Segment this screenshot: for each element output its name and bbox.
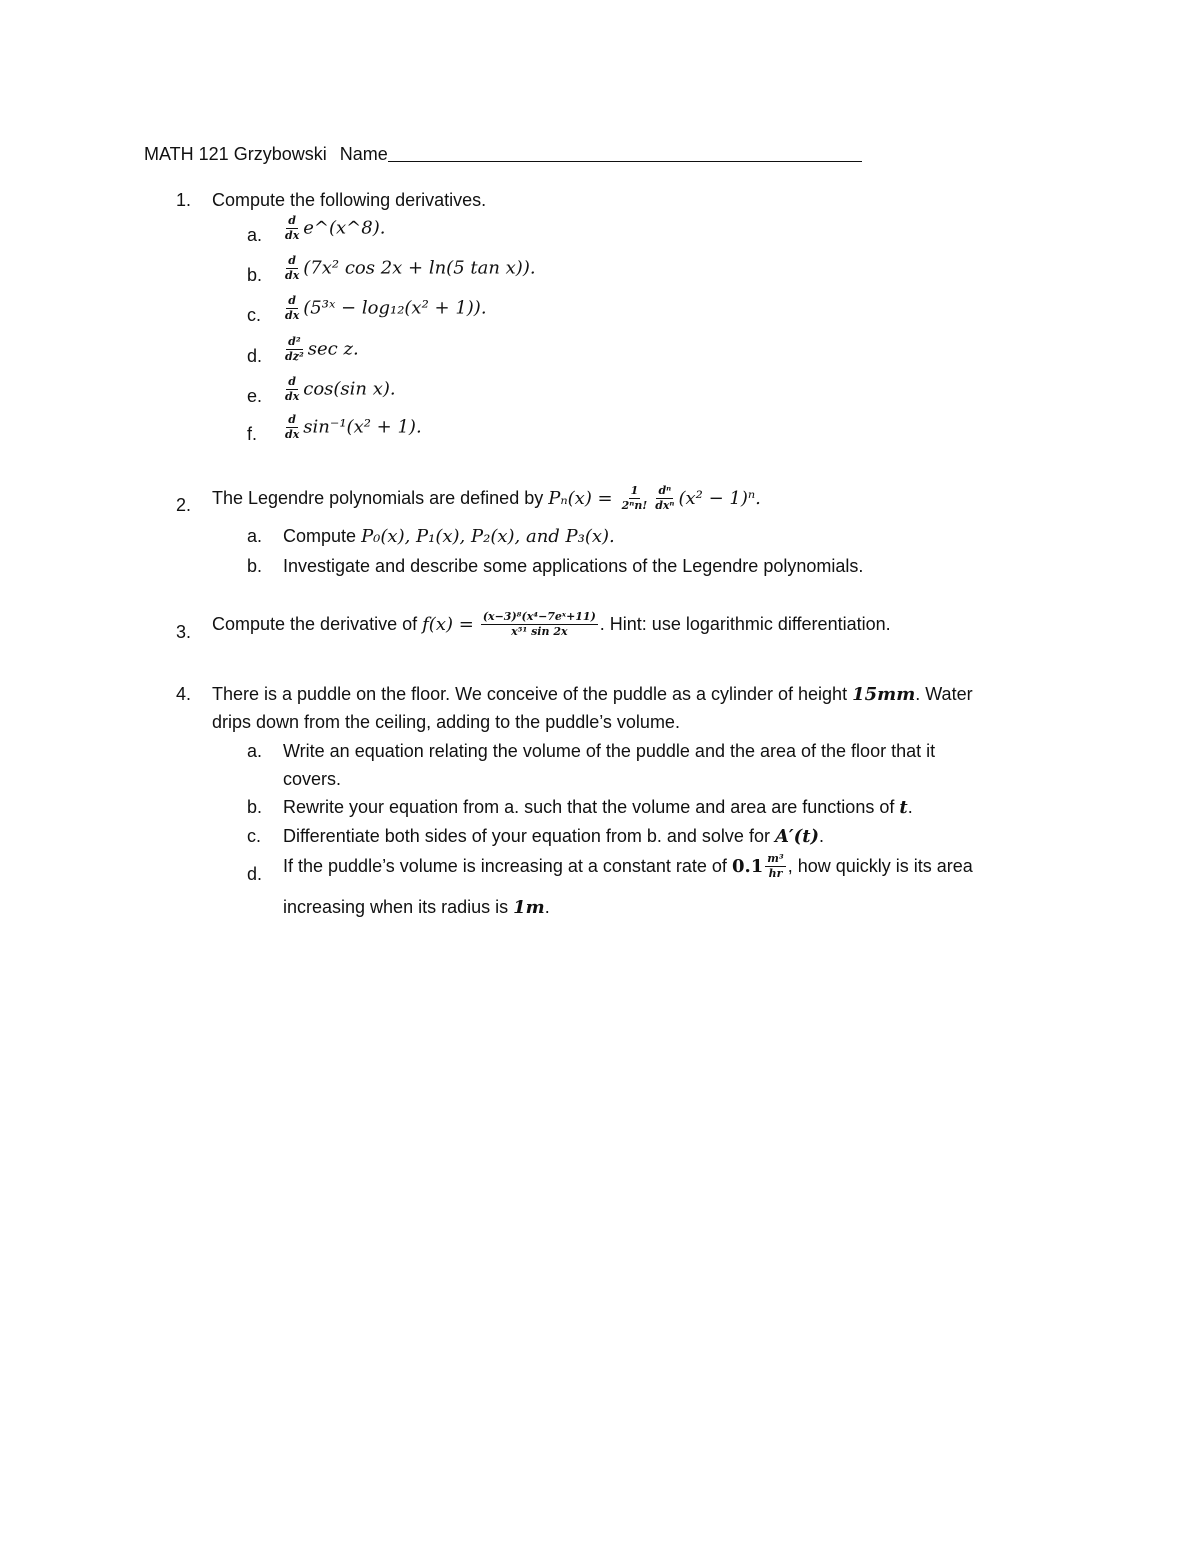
q2-lhs: Pₙ(x) = [548,488,613,509]
q4d-post: , how quickly is its area [787,856,973,876]
q1e-expr: cos(sin x). [303,378,396,400]
q1e-frac-den: dx [285,390,300,403]
q4a-letter: a. [247,741,263,761]
q1f-expr: sin⁻¹(x² + 1). [303,416,422,438]
q3-number: 3. [176,622,192,642]
q3-line [212,610,891,639]
q4a-line2: covers. [283,769,342,789]
q4d-line2 [283,897,550,918]
q4d-line2-text: increasing when its radius is [283,897,509,917]
q2-frac2-den: dxⁿ [655,499,675,512]
q1b-frac-den: dx [285,269,300,282]
q4-height: 15mm [852,684,916,705]
q4-line1-post: . Water [915,684,973,704]
q2-rhs: (x² − 1)ⁿ. [678,488,761,509]
q1a-expr: e^(x^8). [303,217,386,239]
q3-lhs: f(x) = [422,614,474,635]
q2a-text: Compute [283,526,357,546]
q4-line1 [212,684,973,705]
q2-number: 2. [176,495,192,515]
q3-frac-den: x⁵¹ sin 2x [511,625,568,638]
q2-frac1-num: 1 [630,484,639,497]
q1a-letter: a. [247,225,263,245]
q4d-line1 [283,852,973,881]
q2-frac2-num: dⁿ [658,484,672,497]
q4b-post: . [907,797,913,817]
q1c-expression [281,294,487,323]
course-title: MATH 121 Grzybowski [144,144,327,164]
q1f-frac-num: d [288,413,296,426]
q4c-letter: c. [247,826,262,846]
q4-line1-text: There is a puddle on the floor. We conceive of the puddle as a cylinder of height [212,684,848,704]
q4c-math: A′(t) [774,826,820,847]
q4b-line [283,797,913,818]
q2b-text: Investigate and describe some applications of the Legendre polynomials. [283,556,864,576]
q4d-frac-den: hr [768,867,783,880]
q4c-post: . [819,826,825,846]
q1f-letter: f. [247,424,258,444]
q1e-letter: e. [247,386,263,406]
q4-number: 4. [176,684,192,704]
q4b-text: Rewrite your equation from a. such that the volume and area are functions of [283,797,895,817]
q3-text: Compute the derivative of [212,614,418,634]
name-blank[interactable] [388,161,862,162]
q4b-letter: b. [247,797,263,817]
q4a-line1: Write an equation relating the volume of the puddle and the area of the floor that it [283,741,936,761]
q2-frac1-den: 2ⁿn! [621,499,648,512]
q1d-expr: sec z. [307,338,359,360]
q2b-letter: b. [247,556,263,576]
q1d-letter: d. [247,346,263,366]
name-label: Name [339,144,388,164]
q4d-rate: 0.1 [731,856,764,877]
q4d-letter: d. [247,864,263,884]
q1c-expr: (5³ˣ − log₁₂(x² + 1)). [303,297,487,319]
q1d-frac-num: d² [288,335,301,348]
q1f-frac-den: dx [285,428,300,441]
q1c-frac-num: d [288,294,296,307]
q4c-text: Differentiate both sides of your equation from b. and solve for [283,826,770,846]
q1a-expression [281,214,385,243]
q4d-text: If the puddle’s volume is increasing at a constant rate of [283,856,727,876]
q2a-line [283,526,615,547]
header [144,144,862,165]
q2a-expr: P₀(x), P₁(x), P₂(x), and P₃(x). [361,526,615,547]
q1-text: Compute the following derivatives. [212,190,487,210]
q4d-frac-num: m³ [767,852,784,865]
q1e-expression [281,375,396,404]
q1b-expr: (7x² cos 2x + ln(5 tan x)). [303,257,536,279]
q1d-expression [281,335,359,364]
q1a-frac-den: dx [285,229,300,242]
q1e-frac-num: d [288,375,296,388]
q4-line2: drips down from the ceiling, adding to the puddle’s volume. [212,712,680,732]
q2-line [212,484,761,513]
q1b-frac-num: d [288,254,296,267]
q2a-letter: a. [247,526,263,546]
q1c-letter: c. [247,305,262,325]
q1b-letter: b. [247,265,263,285]
q1f-expression [281,413,422,442]
q1c-frac-den: dx [285,309,300,322]
q1d-frac-den: dz² [285,350,304,363]
q1a-frac-num: d [288,214,296,227]
q4c-line [283,826,824,847]
q1-number: 1. [176,190,192,210]
q1b-expression [281,254,536,283]
q3-frac-num: (x−3)⁸(x⁴−7eˣ+11) [482,610,596,623]
q2-text: The Legendre polynomials are defined by [212,488,544,508]
q4d-line2-post: . [544,897,550,917]
q3-hint: . Hint: use logarithmic differentiation. [599,614,891,634]
q4b-math: t [899,797,908,818]
q4d-radius: 1m [513,897,545,918]
